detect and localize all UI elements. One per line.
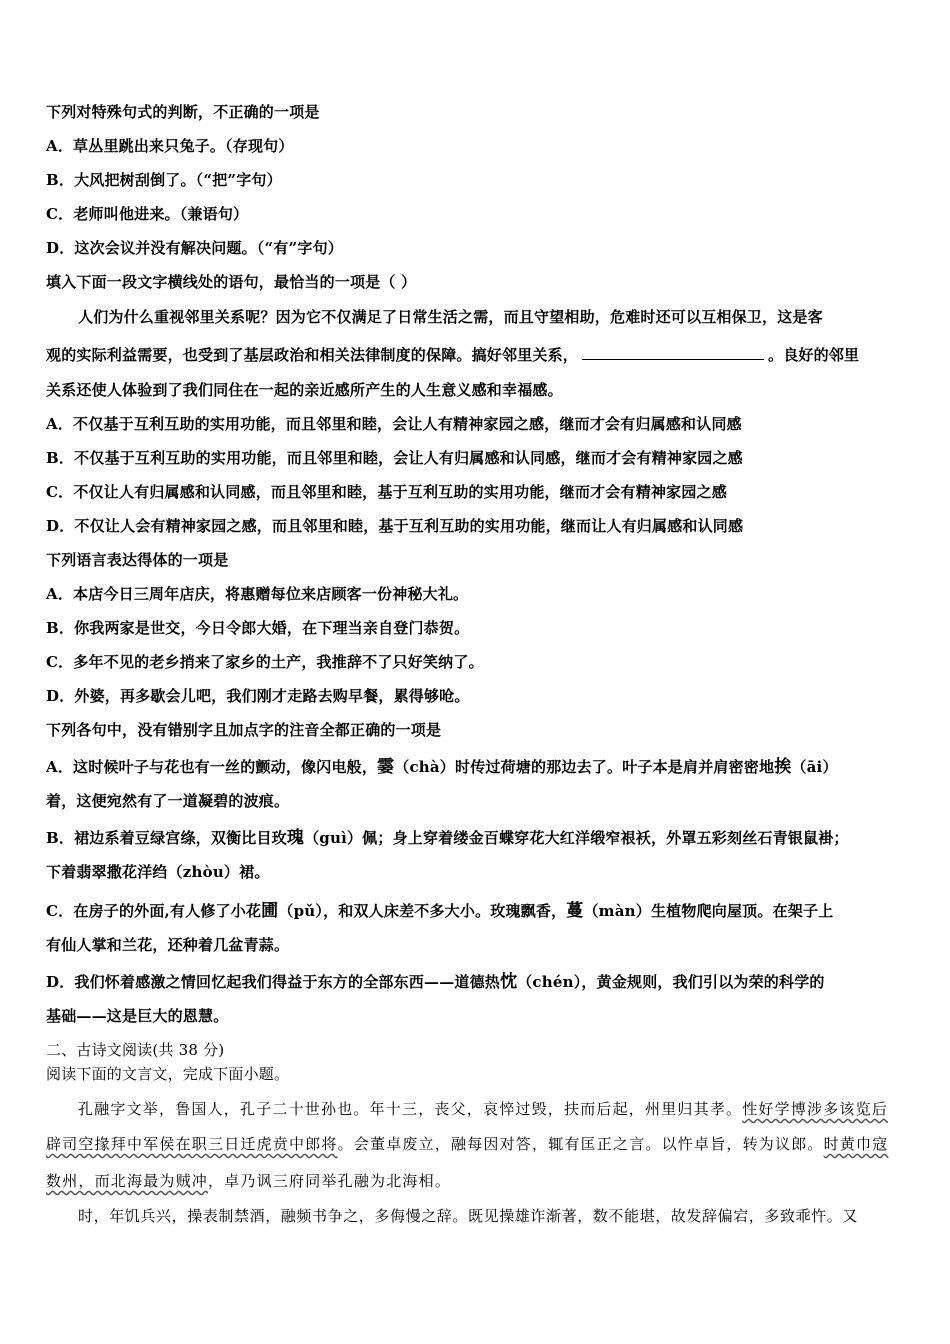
dotted-char: 挨 (774, 757, 792, 777)
q4-option-a-line-2: 着，这便宛然有了一道凝碧的波痕。 (46, 792, 290, 810)
text: 。会董卓废立，融每因对答，辄有匡正之言。以忤卓旨，转为议郎。 (337, 1135, 824, 1153)
section-heading: 二、古诗文阅读(共 38 分) (46, 1041, 225, 1059)
q1-stem: 下列对特殊句式的判断，不正确的一项是 (46, 103, 320, 121)
q2-stem: 填入下面一段文字横线处的语句，最恰当的一项是（ ） (46, 273, 417, 291)
q4-stem: 下列各句中，没有错别字且加点字的注音全都正确的一项是 (46, 721, 442, 739)
text: A．这时候叶子与花也有一丝的颤动，像闪电般， (46, 758, 378, 776)
text: ，卓乃讽三府同举孔融为北海相。 (208, 1172, 452, 1190)
text: （āi） (791, 758, 838, 776)
text: （guì）佩；身上穿着缕金百蝶穿花大红洋缎窄裉袄，外罩五彩刻丝石青银鼠褂； (304, 829, 849, 847)
wavy-underlined-text: 辟司空掾拜中军侯在职三日迁虎贲中郎将 (46, 1135, 338, 1153)
q1-option-c: C．老师叫他进来。（兼语句） (46, 205, 249, 223)
text: （pǔ），和双人床差不多大小。玫瑰飘香， (278, 902, 567, 920)
text: （chén），黄金规则，我们引以为荣的科学的 (517, 973, 825, 991)
q4-option-a-line-1 (46, 752, 838, 777)
dotted-char: 忱 (500, 972, 518, 992)
q1-option-a: A．草丛里跳出来只兔子。（存现句） (46, 137, 294, 155)
q1-option-d: D．这次会议并没有解决问题。（“有”字句） (46, 239, 343, 257)
text: 孔融字文举，鲁国人，孔子二十世孙也。年十三，丧父，哀悴过毁，扶而后起，州里归其孝。 (78, 1100, 743, 1118)
classical-text-line-3 (46, 1170, 451, 1191)
fill-in-blank (582, 346, 764, 360)
dotted-char: 瑰 (286, 828, 305, 848)
q3-option-a: A．本店今日三周年店庆，将惠赠每位来店顾客一份神秘大礼。 (46, 585, 469, 603)
text: B．裙边系着豆绿宫绦，双衡比目玫 (46, 829, 287, 847)
q2-option-c: C．不仅让人有归属感和认同感，而且邻里和睦，基于互利互助的实用功能，继而才会有精神家园之感 (46, 483, 727, 501)
q4-option-b-line-1 (46, 823, 849, 848)
q3-option-d: D．外婆，再多歇会儿吧，我们刚才走路去购早餐，累得够呛。 (46, 687, 470, 705)
q4-option-c-line-2: 有仙人掌和兰花，还种着几盆青蒜。 (46, 936, 290, 954)
q2-passage-text-end: 。良好的邻里 (768, 346, 860, 364)
classical-text-line-4: 时，年饥兵兴，操表制禁酒，融频书争之，多侮慢之辞。既见操雄诈渐著，数不能堪，故发辞偏宕，多致乖忤。又 (78, 1207, 859, 1225)
q4-option-d-line-2: 基础——这是巨大的恩慧。 (46, 1007, 229, 1025)
wavy-underlined-text: 数州，而北海最为贼冲 (46, 1172, 209, 1190)
dotted-char: 蔓 (566, 901, 584, 921)
text: （chà）时传过荷塘的那边去了。叶子本是肩并肩密密地 (394, 758, 775, 776)
q2-passage-text: 观的实际利益需要，也受到了基层政治和相关法律制度的保障。搞好邻里关系， (46, 346, 579, 364)
q2-passage-line-2 (46, 344, 859, 365)
section-instruction: 阅读下面的文言文，完成下面小题。 (46, 1065, 290, 1083)
dotted-char: 霎 (377, 757, 395, 777)
dotted-char: 圃 (261, 901, 279, 921)
wavy-underlined-text: 时黄巾寇 (823, 1135, 889, 1153)
wavy-underlined-text: 性好学博涉多该览后 (742, 1100, 889, 1118)
q3-option-c: C．多年不见的老乡捎来了家乡的土产，我推辞不了只好笑纳了。 (46, 653, 484, 671)
text: D．我们怀着感激之情回忆起我们得益于东方的全部东西——道德热 (46, 973, 501, 991)
q1-option-b: B．大风把树刮倒了。（“把”字句） (46, 171, 282, 189)
q3-option-b: B．你我两家是世交，今日令郎大婚，在下理当亲自登门恭贺。 (46, 619, 470, 637)
q4-option-c-line-1 (46, 896, 833, 921)
classical-text-line-1 (78, 1098, 888, 1119)
q2-passage-line-3: 关系还使人体验到了我们同住在一起的亲近感所产生的人生意义感和幸福感。 (46, 381, 563, 399)
q2-option-a: A．不仅基于互利互助的实用功能，而且邻里和睦，会让人有精神家园之感，继而才会有归属感和认同感 (46, 415, 742, 433)
q3-stem: 下列语言表达得体的一项是 (46, 551, 229, 569)
classical-text-line-2 (46, 1133, 888, 1154)
text: C．在房子的外面,有人修了小花 (46, 902, 262, 920)
q2-option-d: D．不仅让人会有精神家园之感，而且邻里和睦，基于互利互助的实用功能，继而让人有归属感和认同感 (46, 517, 744, 535)
q4-option-d-line-1 (46, 967, 825, 992)
q4-option-b-line-2: 下着翡翠撒花洋绉（zhòu）裙。 (46, 863, 270, 881)
q2-option-b: B．不仅基于互利互助的实用功能，而且邻里和睦，会让人有归属感和认同感，继而才会有精神家园之感 (46, 449, 743, 467)
q2-passage-line-1: 人们为什么重视邻里关系呢？因为它不仅满足了日常生活之需，而且守望相助，危难时还可以互相保卫，这是客 (78, 308, 823, 326)
text: （màn）生植物爬向屋顶。在架子上 (583, 902, 834, 920)
